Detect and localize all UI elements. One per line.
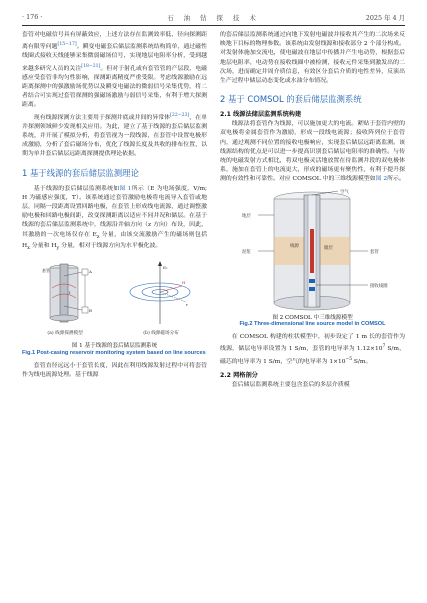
fig2-label-line-source: 线源 [290, 243, 299, 249]
header-rule [22, 25, 405, 26]
right-column [220, 31, 405, 390]
label-A: A [89, 269, 92, 275]
paragraph-5: 的套后储层监测系统通过向地下发射电磁波并接收其产生的二次场来反映地下目标的物理参数。该系统由发射线源和接收部分 2 个部分构成。对发射体施加交流电，使电磁波在地层中传播并产生电动势，根据套后地层电阻率，电动势在接收线圈中被检测，接收元件采集到激发出的二次场，进而确定井周介质信息，有效区分套后介质的电性差异，反演出生产过程中储层动态变化或水油分布情况。 [220, 32, 405, 85]
paragraph-2: 现有线源探测方法主要用于探测井底或井间的异常体[22−23]，在单井探测领域鲜少发现相关应用。为此，建立了基于线源的套后储层监测系统，并开展了模拟分析，将套管视为一段线源，在套管中设置电极形成激励，分析了套后磁场分布，优化了线源长度及其收的排布位置，以期为单井套后储层远距离探测提供理论依据。 [22, 112, 208, 158]
paragraph-6: 线源法将套管作为线源，可以施加更大的电流。紧贴于套管内壁的双电极将金属套管作为激励，形成一段线电流源；接收阵列位于套管内，通过观测不同位置的接收电极响应，实现套后储层远距离监测。该线源结构的优点是可以进一步提高识别套后储层电阻率的准确性。与传统的电磁发射方式相比，将双电极灵活地放置在待监测井段的双电极体系，施加在套管上的电流更大，形成的磁场更有聚焦性，有利于提升探测的有效性和可靠性。对应 COMSOL 中的三维线源模型如图 2所示。 [220, 121, 405, 183]
label-r: r [186, 302, 188, 308]
issue-date: 2025 年 4 月 [365, 14, 405, 22]
fig2-label-mud: 泥浆 [242, 249, 251, 255]
fig2-label-receiver: 接收线圈 [370, 283, 388, 289]
figure-1-subcaption-b: (b) 线源磁场分布 [143, 331, 179, 337]
left-column [22, 31, 207, 380]
label-Ez: E₂ [163, 265, 168, 271]
figure-2-caption-zh: 图 2 COMSOL 中三维线源模型 [272, 314, 353, 321]
fig2-label-air: 空气 [340, 189, 349, 195]
paragraph-8: 套后储层监测系统主要包含套后的多层介质模 [231, 381, 350, 388]
journal-name: 石 油 钻 探 技 术 [167, 14, 260, 22]
label-I: I [69, 290, 71, 296]
figure-2-caption-en: Fig.2 Three-dimensional line source model in COMSOL [239, 320, 386, 327]
paragraph-7: 在 COMSOL 构建的柱状模型中，初步设定了 1 m 长的套管作为线源，储层电导率设置为 1 S/m，套管的电导率为 $1.12\times 10^7$ S/m，磁芯的电导率为 1 S/m，空气的电导率为 $1\times 10^{-5}$ S/m。 [220, 334, 405, 365]
figure-1-caption-zh: 图 1 基于线源的套后储层监测系统 [71, 343, 158, 350]
figure-1-subcaption-a: (a) 线源探测模型 [47, 331, 83, 337]
running-header [22, 10, 405, 24]
paragraph-1: 套管对电磁信号具有屏蔽效应，上述方法存在监测效率低、径向探测距离有限等问题[15−17]。瞬变电磁套后储层监测系统结构简单，通过磁性线圈式接收天线能够采集微弱磁场信号，实现地层电阻率分析，受到越来越多研究人员的关注[18−21]。但对于射孔或有套管管的产层段，电磁感应受套管非均匀性影响，探测距离精度严重受限。考虑线源激励在远距离探测中的强激励场优势以及瞬变电磁法的微弱信号采集优势，将二者结合可实现过套管探测的强磁场激励与弱信号采集，有利于增大探测距离。 [22, 32, 208, 109]
line-source-field-plot [130, 261, 190, 324]
figure-2 [220, 189, 405, 313]
fig2-label-casing: 套管 [370, 249, 379, 255]
subsection-2-2-heading: 2.2 网格剖分 [220, 371, 258, 379]
section-1-heading: 1 基于线源的套后储层监测理论 [22, 167, 139, 178]
comsol-cylinder-model [258, 191, 368, 310]
figure-1-illustration [22, 258, 207, 330]
section-2-heading: 2 基于 COMSOL 的套后储层监测系统 [220, 94, 362, 105]
figure-1-caption-en: Fig.1 Post-casing reservoir monitoring system based on line sources [22, 350, 206, 357]
fig2-label-reservoir: 储层 [324, 245, 333, 251]
label-B: B [89, 308, 92, 314]
page-number: · 176 · [22, 13, 43, 21]
paragraph-4: 套管直径远远小于套管长度，因此在利用线源发射过程中可将套管作为线电流源处理。基于线源 [22, 362, 207, 379]
label-casing: 套管 [42, 268, 50, 274]
paragraph-3: 基于线源的套后储层监测系统如图 1所示（E 为电场强度，V/m; H 为磁感应强度，T）。该系统通过套管激励电极将电流导入套管或地层，同隔一段距离设置回路电极，在套管上形成线电流源，通过调整激励电极和回路电极间距，改变探测距离以适应不同井况和储层。在基于线源的套后储层监测系统中，线源沿井轴方向（z 方向）布设，因此，其激励的一次电场仅存在 $E_z$ 分量，由该交流激励产生的磁场则包括 $H_x$ 分量和 $H_y$ 分量，相对于线源方向为水平极化波。 [22, 185, 208, 252]
fig2-label-formation: 地层 [242, 213, 251, 219]
subsection-2-1-heading: 2.1 线源法储层监测系统构建 [220, 111, 302, 119]
figure-2-illustration [220, 189, 405, 313]
figure-1 [22, 258, 207, 340]
label-H: H [182, 280, 186, 286]
